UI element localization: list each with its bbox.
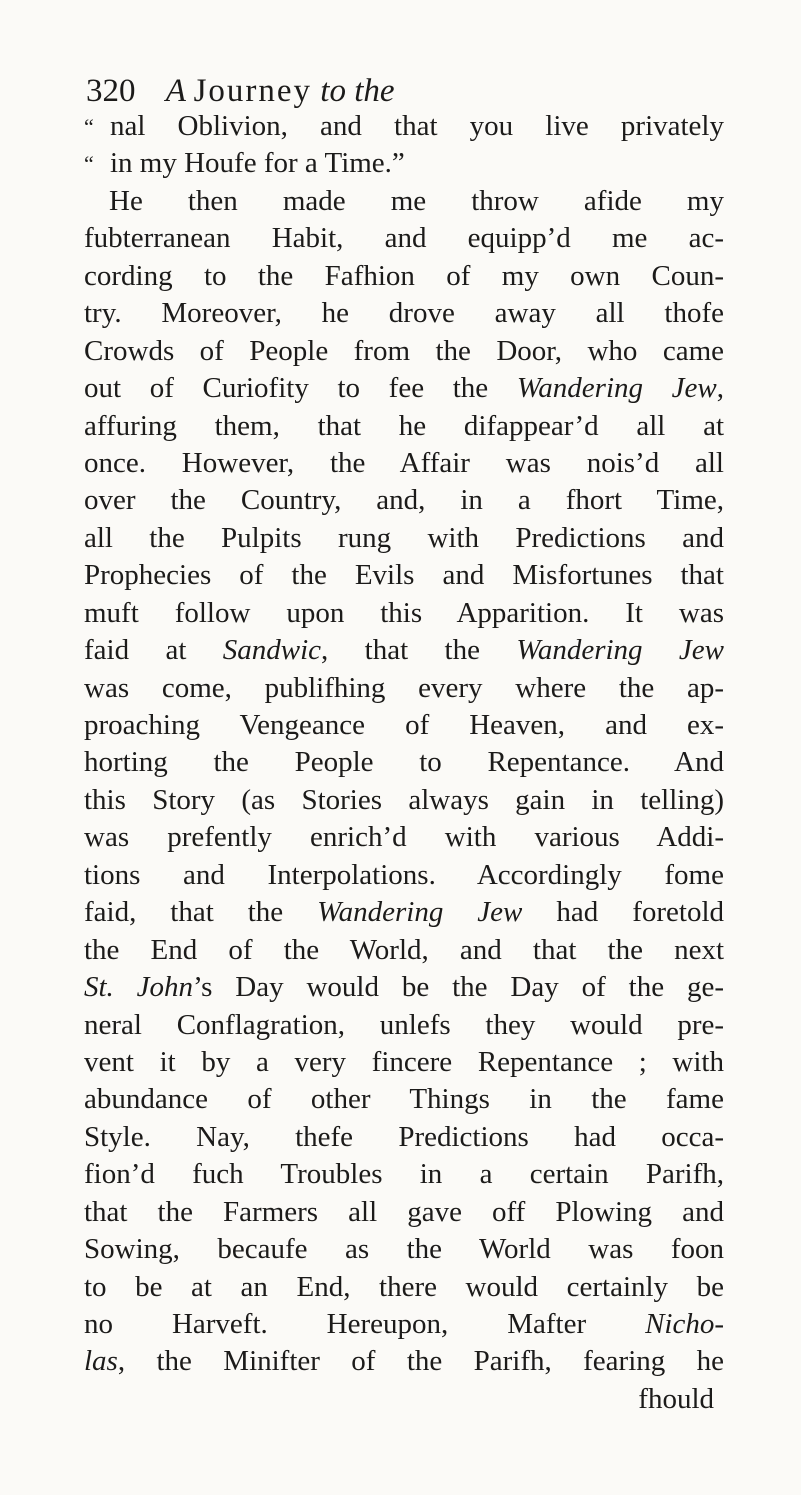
line-text: was prefently enrich’d with various Addi- — [84, 821, 724, 854]
line-text: nal Oblivion, and that you live privately — [110, 110, 724, 142]
line-text: tions and Interpolations. Accordingly fome — [84, 858, 724, 891]
line-text: fubterranean Habit, and equipp’d me ac- — [84, 222, 724, 255]
line-text: , the Minifter of the Parifh, fearing he — [117, 1345, 724, 1378]
quote-mark: “ — [84, 114, 94, 139]
text-line — [84, 482, 724, 519]
text-line — [84, 1231, 724, 1268]
italic-text: las — [84, 1345, 118, 1378]
line-text: neral Conflagration, unlefs they would pre- — [84, 1008, 724, 1041]
catchword-text: fhould — [638, 1382, 714, 1415]
line-text: affuring them, that he difappear’d all at — [84, 409, 724, 442]
italic-text: Wandering Jew — [317, 896, 523, 929]
line-text: was come, publifhing every where the ap- — [84, 671, 724, 704]
line-text: , — [716, 372, 725, 405]
line-text: muft follow upon this Apparition. It was — [84, 596, 724, 629]
line-text: that the Farmers all gave off Plowing and — [84, 1195, 724, 1228]
catchword — [84, 1381, 724, 1418]
line-text: , that the — [321, 634, 517, 667]
line-text: in my Houfe for a Time.” — [110, 147, 405, 180]
text-line — [84, 1081, 724, 1118]
title-article: A — [165, 73, 186, 109]
text-line — [84, 445, 724, 482]
text-line — [84, 220, 724, 257]
line-text: had foretold — [522, 896, 724, 929]
line-text: no Harveft. Hereupon, Mafter — [84, 1308, 646, 1340]
line-text: try. Moreover, he drove away all thofe — [84, 297, 724, 330]
text-line — [84, 707, 724, 744]
page-number: 320 — [86, 73, 136, 109]
text-line — [84, 557, 724, 594]
text-line — [84, 595, 724, 632]
text-line — [84, 969, 724, 1006]
text-line — [84, 258, 724, 295]
text-line — [84, 295, 724, 332]
text-line — [84, 1007, 724, 1044]
italic-text: Sandwic — [222, 634, 322, 667]
text-line — [84, 857, 724, 894]
quote-mark: “ — [84, 151, 94, 177]
line-text: all the Pulpits rung with Predictions and — [84, 521, 724, 554]
italic-text: Wandering Jew — [516, 372, 717, 405]
italic-text: Nicho- — [645, 1308, 724, 1340]
line-text: Sowing, becaufe as the World was foon — [84, 1233, 724, 1266]
text-line — [84, 1156, 724, 1193]
text-line — [84, 370, 724, 407]
line-text: faid, that the — [84, 896, 318, 929]
text-line — [84, 1269, 724, 1306]
line-text: the End of the World, and that the next — [84, 933, 724, 966]
italic-text: Wandering Jew — [516, 634, 725, 667]
line-text: Style. Nay, thefe Predictions had occa- — [84, 1120, 724, 1153]
body-text — [84, 108, 724, 1418]
text-line — [84, 1194, 724, 1231]
line-text: abundance of other Things in the fame — [84, 1083, 724, 1116]
title-word: Journey — [193, 73, 313, 109]
line-text: over the Country, and, in a fhort Time, — [84, 484, 724, 517]
line-text: to be at an End, there would certainly be — [84, 1270, 724, 1303]
text-line — [84, 183, 724, 220]
text-line — [84, 1119, 724, 1156]
text-line — [84, 744, 724, 781]
title-rest: to the — [320, 73, 395, 109]
text-line — [84, 632, 724, 669]
line-text: He then made me throw afide my — [109, 184, 724, 217]
text-line — [84, 1306, 724, 1343]
line-text: this Story (as Stories always gain in telling) — [84, 783, 724, 816]
line-text: horting the People to Repentance. And — [84, 746, 724, 779]
italic-text: St. John — [84, 971, 194, 1004]
line-text: once. However, the Affair was nois’d all — [84, 446, 724, 479]
text-line — [84, 1343, 724, 1380]
text-line — [84, 145, 724, 182]
line-text: fion’d fuch Troubles in a certain Parifh, — [84, 1158, 724, 1191]
line-text: cording to the Fafhion of my own Coun- — [84, 259, 724, 292]
line-text: Crowds of People from the Door, who came — [84, 334, 724, 367]
line-text: Prophecies of the Evils and Misfortunes that — [84, 559, 724, 592]
line-text: ’s Day would be the Day of the ge- — [193, 971, 724, 1004]
text-line — [84, 670, 724, 707]
text-line — [84, 819, 724, 856]
text-line — [84, 932, 724, 969]
line-text: faid at — [84, 634, 223, 667]
line-text: vent it by a very fincere Repentance ; with — [84, 1045, 724, 1078]
line-text: proaching Vengeance of Heaven, and ex- — [84, 709, 724, 741]
text-line — [84, 108, 724, 145]
text-line — [84, 894, 724, 931]
text-line — [84, 1044, 724, 1081]
text-line — [84, 520, 724, 557]
text-line — [84, 333, 724, 370]
text-line — [84, 782, 724, 819]
line-text: out of Curiofity to fee the — [84, 372, 517, 405]
text-line — [84, 408, 724, 445]
